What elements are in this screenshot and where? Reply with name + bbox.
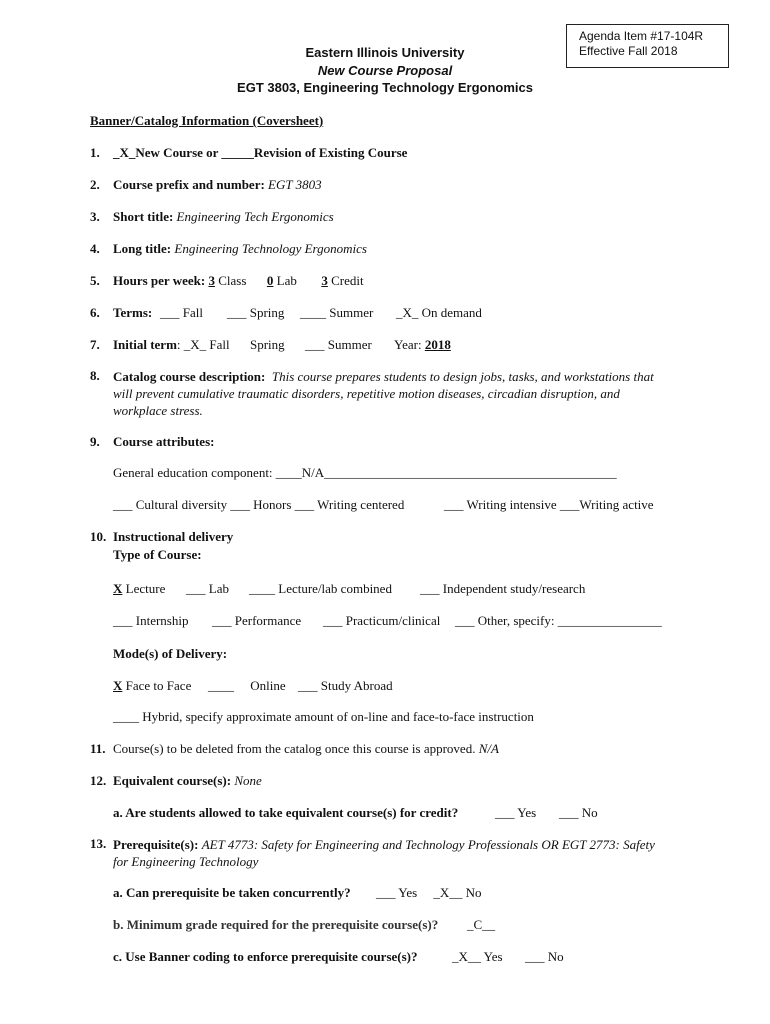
item-number: 11. — [90, 741, 106, 756]
label: Course prefix and number: — [113, 177, 265, 192]
year-label: Year: — [394, 337, 425, 352]
term-on-demand: _X_ On demand — [396, 305, 482, 320]
type-independent-study: ___ Independent study/research — [420, 581, 586, 596]
item-number: 4. — [90, 241, 100, 256]
label: Course(s) to be deleted from the catalog once this course is approved. — [113, 741, 476, 756]
prereq-banner-yes: _X__ Yes — [452, 949, 503, 964]
credit-label: Credit — [327, 273, 364, 288]
f2f-label: Face to Face — [122, 678, 192, 693]
prereq-concurrent-question: a. Can prerequisite be taken concurrently? — [113, 885, 351, 900]
prereq-concurrent-answer: ___ Yes _X__ No — [376, 885, 482, 900]
class-label: Class — [214, 273, 247, 288]
f2f-mark: X — [113, 678, 123, 693]
value: Engineering Tech Ergonomics — [173, 209, 334, 224]
type-practicum: ___ Practicum/clinical — [323, 613, 441, 628]
item-number: 2. — [90, 177, 100, 192]
lab-hours: 0 — [266, 273, 274, 288]
term-spring: ___ Spring — [227, 305, 285, 320]
item-number: 12. — [90, 773, 107, 788]
type-internship: ___ Internship — [113, 613, 189, 628]
lecture-label: Lecture — [122, 581, 166, 596]
value: EGT 3803 — [264, 177, 322, 192]
course-title: EGT 3803, Engineering Technology Ergonomics — [237, 80, 533, 95]
new-course-line: _X_New Course or _____Revision of Existing Course — [113, 145, 408, 160]
mode-online: ____ Online — [208, 678, 286, 693]
course-prefix — [113, 177, 322, 193]
item-number: 7. — [90, 337, 100, 352]
item-number: 5. — [90, 273, 100, 288]
delivery-mode-label: Mode(s) of Delivery: — [113, 646, 228, 661]
class-hours: 3 — [208, 273, 215, 288]
prereq-banner-no: ___ No — [525, 949, 564, 964]
item-number: 8. — [90, 368, 100, 383]
type-other: ___ Other, specify: ________________ — [455, 613, 662, 628]
item-number: 1. — [90, 145, 100, 160]
label: Equivalent course(s): — [113, 773, 232, 788]
agenda-box — [566, 24, 729, 68]
label: Long title: — [113, 241, 172, 256]
value: Engineering Technology Ergonomics — [171, 241, 367, 256]
item-number: 3. — [90, 209, 100, 224]
equivalent-courses — [113, 773, 262, 789]
catalog-description — [113, 368, 673, 419]
value: AET 4773: Safety for Engineering and Technology Professionals OR EGT 2773: Safety for Engineering Technology — [113, 837, 655, 869]
item-number: 13. — [90, 836, 107, 851]
type-lecture-lab: ____ Lecture/lab combined — [249, 581, 392, 596]
description-text: This course prepares students to design jobs, tasks, and workstations that will prevent cumulative traumatic disorders, repetitive motion diseases, circadian disruption, and workplace stress. — [113, 369, 654, 418]
course-attributes-label: Course attributes: — [113, 434, 215, 449]
long-title — [113, 241, 367, 257]
attributes-line-1: ___ Cultural diversity ___ Honors ___ Writing centered — [113, 497, 405, 512]
agenda-item: Agenda Item #17-104R — [579, 29, 704, 43]
lecture-mark: X — [113, 581, 123, 596]
item-number: 10. — [90, 529, 107, 544]
initial-year — [394, 337, 451, 353]
initial-spring: Spring — [250, 337, 285, 352]
label: Short title: — [113, 209, 174, 224]
item-number: 6. — [90, 305, 100, 320]
gen-ed-component: General education component: ____N/A_____________________________________________ — [113, 465, 617, 480]
value: None — [231, 773, 262, 788]
term-summer: ____ Summer — [300, 305, 374, 320]
equivalent-credit-no: ___ No — [559, 805, 598, 820]
term-fall: ___ Fall — [160, 305, 203, 320]
courses-to-delete — [113, 741, 499, 757]
section-title: Banner/Catalog Information (Coversheet) — [90, 113, 324, 128]
type-of-course-label: Type of Course: — [113, 547, 202, 562]
lab-label: Lab — [273, 273, 297, 288]
type-performance: ___ Performance — [212, 613, 302, 628]
prerequisites — [113, 836, 673, 870]
type-lab: ___ Lab — [186, 581, 229, 596]
type-lecture — [113, 581, 165, 597]
effective-term: Effective Fall 2018 — [579, 44, 678, 58]
value: N/A — [475, 741, 499, 756]
prereq-banner-question: c. Use Banner coding to enforce prerequisite course(s)? — [113, 949, 418, 964]
mode-face-to-face — [113, 678, 191, 694]
mode-study-abroad: ___ Study Abroad — [298, 678, 393, 693]
equivalent-credit-yes: ___ Yes — [495, 805, 537, 820]
label: Prerequisite(s): — [113, 837, 199, 852]
initial-fall: : _X_ Fall — [176, 337, 230, 352]
prereq-min-grade-question: b. Minimum grade required for the prerequisite course(s)? — [113, 917, 439, 932]
item-number: 9. — [90, 434, 100, 449]
label: Catalog course description: — [113, 369, 266, 384]
label: Initial term — [113, 337, 177, 352]
terms-label: Terms: — [113, 305, 153, 320]
mode-hybrid: ____ Hybrid, specify approximate amount of on-line and face-to-face instruction — [113, 709, 534, 724]
initial-summer: ___ Summer — [305, 337, 372, 352]
prereq-min-grade-answer: _C__ — [467, 917, 496, 932]
equivalent-credit-question: a. Are students allowed to take equivalent course(s) for credit? — [113, 805, 459, 820]
proposal-title: New Course Proposal — [317, 63, 453, 78]
hours-per-week — [113, 273, 364, 289]
year-value: 2018 — [424, 337, 451, 352]
university-name: Eastern Illinois University — [305, 45, 465, 60]
initial-term — [113, 337, 230, 353]
credit-hours: 3 — [321, 273, 328, 288]
instructional-delivery-label: Instructional delivery — [113, 529, 234, 544]
label: Hours per week: — [113, 273, 206, 288]
attributes-line-2: ___ Writing intensive ___Writing active — [444, 497, 654, 512]
short-title — [113, 209, 334, 225]
